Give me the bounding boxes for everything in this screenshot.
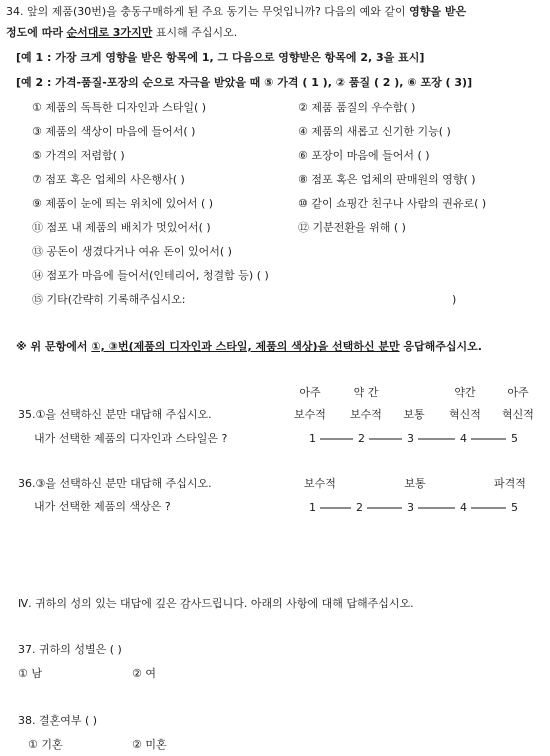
- q34-lead: 앞의 제품(30번)을 충동구매하게 된 주요 동기는 무엇입니까? 다음의 예와 같이: [27, 5, 406, 18]
- q34-option-10[interactable]: ⑩ 같이 쇼핑간 친구나 사람의 권유로( ): [298, 197, 487, 210]
- q35-point-1[interactable]: 1: [309, 432, 316, 445]
- q37-option-female[interactable]: ② 여: [132, 667, 156, 680]
- q34-option-2[interactable]: ② 제품 품질의 우수함( ): [298, 101, 416, 114]
- q38-title: 38. 결혼여부 ( ): [18, 714, 98, 727]
- q34-option-15-other[interactable]: ⑮ 기타(간략히 기록해주십시오:: [32, 293, 186, 306]
- q34-degree: 정도에 따라: [6, 26, 63, 39]
- q36-label-neutral: 보통: [404, 477, 426, 490]
- q34-option-7[interactable]: ⑦ 점포 혹은 업체의 사은행사( ): [32, 173, 185, 186]
- q34-emphasis-influence: 영향을 받은: [409, 5, 467, 18]
- q34-option-8[interactable]: ⑧ 점포 혹은 업체의 판매원의 영향( ): [298, 173, 476, 186]
- q36-point-1[interactable]: 1: [309, 501, 316, 514]
- q34-number: 34.: [6, 5, 24, 18]
- q35-point-2[interactable]: 2: [358, 432, 365, 445]
- q34-option-3[interactable]: ③ 제품의 색상이 마음에 들어서( ): [32, 125, 196, 138]
- q36-point-2[interactable]: 2: [356, 501, 363, 514]
- q35-bottom-label-2: 보수적: [350, 408, 382, 421]
- q34-option-1[interactable]: ① 제품의 독특한 디자인과 스타일( ): [32, 101, 207, 114]
- q35-question: 내가 선택한 제품의 디자인과 스타일은 ?: [34, 432, 228, 445]
- notice-selection: ①, ③번(제품의 디자인과 스타일, 제품의 색상)을 선택하신 분만: [91, 340, 400, 353]
- q35-bottom-label-3: 보통: [403, 408, 425, 421]
- q34-example-2: [예 2 : 가격-품질-포장의 순으로 자극을 받았을 때 ⑤ 가격 ( 1 ), ② 품질 ( 2 ), ⑥ 포장 ( 3)]: [16, 76, 473, 89]
- q34-option-14[interactable]: ⑭ 점포가 마음에 들어서(인테리어, 청결함 등) ( ): [32, 269, 269, 282]
- q34-option-6[interactable]: ⑥ 포장이 마음에 들어서 ( ): [298, 149, 430, 162]
- q35-top-label-4: 약간: [454, 386, 476, 399]
- q34-option-4[interactable]: ④ 제품의 새롭고 신기한 기능( ): [298, 125, 451, 138]
- q34-instruction-tail: 표시해 주십시오.: [155, 26, 238, 39]
- q34-option-9[interactable]: ⑨ 제품이 눈에 띄는 위치에 있어서 ( ): [32, 197, 214, 210]
- q34-other-close: ): [452, 293, 457, 306]
- notice-tail: 응답해주십시오.: [403, 340, 482, 353]
- q34-example-1: [예 1 : 가장 크게 영향을 받은 항목에 1, 그 다음으로 영향받은 항목에 2, 3을 표시]: [16, 51, 425, 64]
- q37-title: 37. 귀하의 성별은 ( ): [18, 643, 122, 656]
- q37-option-male[interactable]: ① 남: [18, 667, 42, 680]
- q34-option-11[interactable]: ⑪ 점포 내 제품의 배치가 멋있어서( ): [32, 221, 211, 234]
- q35-point-3[interactable]: 3: [407, 432, 414, 445]
- q35-bottom-label-1: 보수적: [294, 408, 326, 421]
- q36-point-4[interactable]: 4: [460, 501, 467, 514]
- notice-mark: ※ 위 문항에서: [16, 340, 88, 353]
- q34-option-13[interactable]: ⑬ 공돈이 생겼다거나 여유 돈이 있어서( ): [32, 245, 232, 258]
- q38-option-married[interactable]: ① 기혼: [28, 738, 63, 751]
- q35-bottom-label-4: 혁신적: [449, 408, 481, 421]
- q35-point-5[interactable]: 5: [511, 432, 518, 445]
- q34-emphasis-order: 순서대로 3가지만: [66, 26, 153, 39]
- q35-title: 35.①을 선택하신 분만 대답해 주십시오.: [18, 408, 212, 421]
- q35-top-label-5: 아주: [507, 386, 529, 399]
- q36-label-radical: 파격적: [494, 477, 526, 490]
- q35-point-4[interactable]: 4: [460, 432, 467, 445]
- q34-option-5[interactable]: ⑤ 가격의 저렴함( ): [32, 149, 125, 162]
- q36-point-5[interactable]: 5: [511, 501, 518, 514]
- q36-question: 내가 선택한 제품의 색상은 ?: [34, 500, 171, 513]
- q35-top-label-2: 약 간: [353, 386, 379, 399]
- q36-label-conservative: 보수적: [304, 477, 336, 490]
- q35-bottom-label-5: 혁신적: [502, 408, 534, 421]
- q36-title: 36.③을 선택하신 분만 대답해 주십시오.: [18, 477, 212, 490]
- q38-option-single[interactable]: ② 미혼: [132, 738, 167, 751]
- q36-point-3[interactable]: 3: [407, 501, 414, 514]
- q34-option-12[interactable]: ⑫ 기분전환을 위해 ( ): [298, 221, 406, 234]
- q35-top-label-1: 아주: [299, 386, 321, 399]
- section-4-heading: Ⅳ. 귀하의 성의 있는 대답에 깊은 감사드립니다. 아래의 사항에 대해 답해주십시오.: [18, 597, 414, 610]
